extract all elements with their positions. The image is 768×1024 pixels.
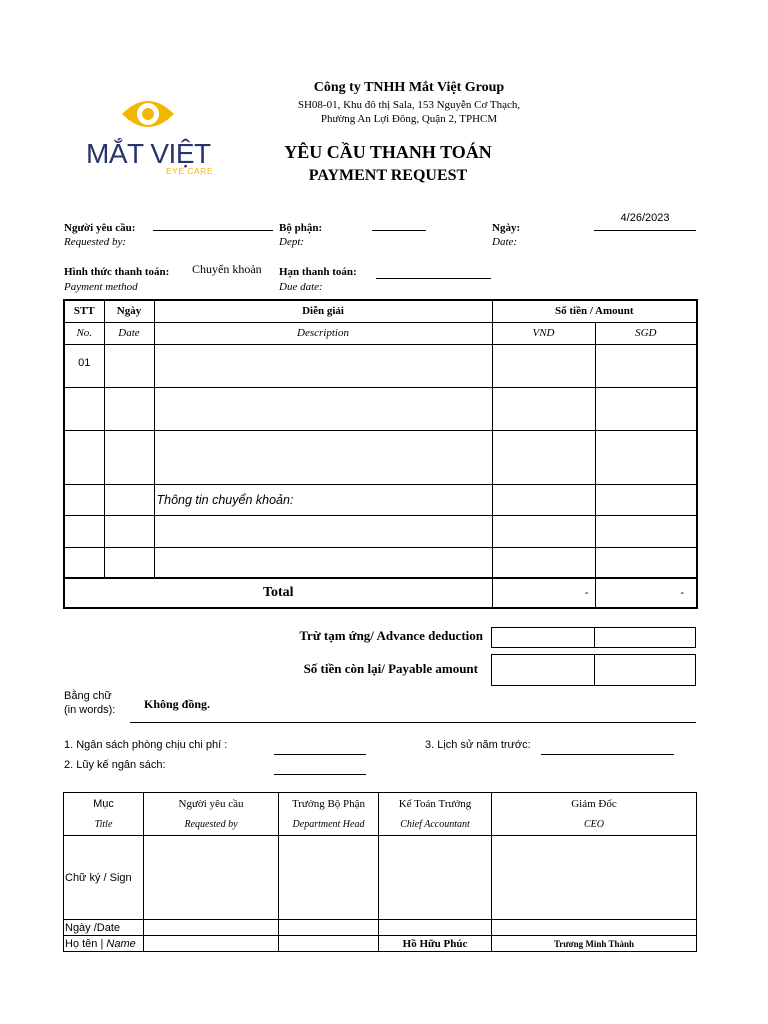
- payment-method-value: Chuyển khoản: [192, 262, 262, 276]
- col-desc-header: Diễn giải: [154, 300, 492, 322]
- row-vnd-cell[interactable]: [492, 515, 595, 547]
- col-stt-header: STT: [64, 300, 104, 322]
- table-row: [64, 344, 697, 387]
- title-en: PAYMENT REQUEST: [308, 167, 468, 184]
- sign-col-ceo-en: CEO: [492, 815, 697, 836]
- row-stt: [64, 430, 104, 484]
- budget-item-1: 1. Ngân sách phòng chịu chi phí :: [64, 739, 228, 751]
- name-row-label: Họ tên | Name: [64, 936, 144, 952]
- budget-item-2: 2. Lũy kế ngân sách:: [64, 759, 166, 771]
- payable-amount-label: Số tiền còn lại/ Payable amount: [303, 661, 478, 676]
- company-address-2: Phường An Lợi Đông, Quận 2, TPHCM: [320, 113, 498, 125]
- col-sgd-header: SGD: [595, 322, 697, 344]
- row-date-cell[interactable]: [104, 547, 154, 578]
- budget-field-3[interactable]: [541, 754, 674, 755]
- name-label-en: Name: [106, 937, 136, 950]
- chief-accountant-name: Hồ Hữu Phúc: [379, 936, 492, 952]
- date-row-label: Ngày /Date: [64, 920, 144, 936]
- col-date-header-en: Date: [104, 322, 154, 344]
- advance-deduction-label: Trừ tạm ứng/ Advance deduction: [299, 628, 483, 643]
- due-date-label: Hạn thanh toán:: [279, 266, 357, 278]
- row-vnd-cell[interactable]: [492, 387, 595, 430]
- sign-col-dept-head-en: Department Head: [279, 815, 379, 836]
- row-stt: [64, 547, 104, 578]
- budget-item-3: 3. Lịch sử năm trước:: [425, 739, 531, 751]
- logo-tagline: EYE CARE: [166, 166, 213, 176]
- date-box-requester[interactable]: [144, 920, 279, 936]
- col-stt-header-en: No.: [64, 322, 104, 344]
- row-vnd-cell[interactable]: [492, 547, 595, 578]
- col-amount-header: Số tiền / Amount: [492, 300, 697, 322]
- col-vnd-header: VND: [492, 322, 595, 344]
- name-box-dept-head[interactable]: [279, 936, 379, 952]
- budget-field-1[interactable]: [274, 754, 366, 755]
- date-box-ceo[interactable]: [492, 920, 697, 936]
- table-row: [64, 515, 697, 547]
- in-words-value: Không đồng.: [144, 697, 211, 711]
- payable-vnd-field[interactable]: [491, 654, 595, 686]
- row-date-cell[interactable]: [104, 515, 154, 547]
- sign-col-title: Mục: [64, 793, 144, 815]
- advance-vnd-field[interactable]: [491, 627, 595, 648]
- total-sgd: -: [595, 578, 697, 608]
- row-sgd-cell[interactable]: [595, 387, 697, 430]
- ceo-name: Trương Minh Thành: [492, 936, 697, 952]
- total-row: [64, 578, 697, 608]
- sign-col-ceo: Giám Đốc: [492, 793, 697, 815]
- date-field[interactable]: [594, 230, 696, 231]
- payment-table: [63, 299, 698, 609]
- requester-label: Người yêu cầu:: [64, 222, 136, 234]
- title-vi: YÊU CẦU THANH TOÁN: [284, 142, 492, 162]
- payment-method-label: Hình thức thanh toán:: [64, 266, 170, 278]
- in-words-label: Bằng chữ: [64, 690, 112, 702]
- sign-col-chief-accountant: Kế Toán Trưởng: [379, 793, 492, 815]
- col-date-header: Ngày: [104, 300, 154, 322]
- table-row: [64, 484, 697, 515]
- row-date-cell[interactable]: [104, 484, 154, 515]
- company-address-1: SH08-01, Khu đô thị Sala, 153 Nguyễn Cơ Thạch,: [297, 99, 521, 111]
- date-label: Ngày:: [492, 222, 521, 234]
- row-vnd-cell[interactable]: [492, 430, 595, 484]
- sign-box-requester[interactable]: [144, 836, 279, 920]
- dept-label: Bộ phận:: [279, 222, 323, 234]
- payment-method-label-en: Payment method: [64, 281, 138, 293]
- table-row: [64, 547, 697, 578]
- sign-box-chief-accountant[interactable]: [379, 836, 492, 920]
- budget-field-2[interactable]: [274, 774, 366, 775]
- requester-field[interactable]: [153, 230, 273, 231]
- due-date-field[interactable]: [376, 278, 491, 279]
- row-sgd-cell[interactable]: [595, 430, 697, 484]
- row-sgd-cell[interactable]: [595, 344, 697, 387]
- row-sgd-cell[interactable]: [595, 484, 697, 515]
- row-date-cell[interactable]: [104, 387, 154, 430]
- row-stt: [64, 387, 104, 430]
- row-stt: [64, 515, 104, 547]
- total-label: Total: [64, 578, 492, 608]
- advance-sgd-field[interactable]: [594, 627, 696, 648]
- sign-col-chief-accountant-en: Chief Accountant: [379, 815, 492, 836]
- bank-info-label: Thông tin chuyển khoản:: [154, 484, 492, 515]
- row-vnd-cell[interactable]: [492, 344, 595, 387]
- sign-col-title-en: Title: [64, 815, 144, 836]
- row-date-cell[interactable]: [104, 344, 154, 387]
- dept-field[interactable]: [372, 230, 426, 231]
- row-stt: [64, 484, 104, 515]
- dept-label-en: Dept:: [279, 236, 305, 248]
- row-desc-cell[interactable]: [154, 430, 492, 484]
- row-sgd-cell[interactable]: [595, 547, 697, 578]
- row-desc-cell[interactable]: [154, 515, 492, 547]
- date-value: 4/26/2023: [620, 212, 670, 224]
- date-label-en: Date:: [492, 236, 518, 248]
- sign-box-dept-head[interactable]: [279, 836, 379, 920]
- table-row: [64, 387, 697, 430]
- row-vnd-cell[interactable]: [492, 484, 595, 515]
- date-box-dept-head[interactable]: [279, 920, 379, 936]
- total-vnd: -: [492, 578, 595, 608]
- date-box-chief-accountant[interactable]: [379, 920, 492, 936]
- row-desc-cell[interactable]: [154, 344, 492, 387]
- row-desc-cell[interactable]: [154, 547, 492, 578]
- row-date-cell[interactable]: [104, 430, 154, 484]
- signature-table: [63, 792, 697, 952]
- in-words-line: [130, 722, 696, 723]
- name-label-vi: Họ tên: [65, 937, 98, 950]
- sign-col-requester: Người yêu cầu: [144, 793, 279, 815]
- sign-row-label: Chữ ký / Sign: [64, 836, 144, 920]
- sign-col-requester-en: Requested by: [144, 815, 279, 836]
- eye-logo-icon: [118, 94, 178, 144]
- payable-sgd-field[interactable]: [594, 654, 696, 686]
- table-row: [64, 430, 697, 484]
- company-name: Công ty TNHH Mắt Việt Group: [313, 80, 505, 95]
- company-logo: [74, 86, 230, 182]
- col-desc-header-en: Description: [154, 322, 492, 344]
- in-words-label-en: (in words):: [64, 704, 116, 716]
- requester-label-en: Requested by:: [64, 236, 126, 248]
- due-date-label-en: Due date:: [279, 281, 323, 293]
- sign-col-dept-head: Trưởng Bộ Phận: [279, 793, 379, 815]
- name-box-requester[interactable]: [144, 936, 279, 952]
- row-desc-cell[interactable]: [154, 387, 492, 430]
- logo-brand: MẮT VIỆT: [86, 138, 211, 169]
- row-sgd-cell[interactable]: [595, 515, 697, 547]
- row-stt: 01: [64, 344, 104, 387]
- sign-box-ceo[interactable]: [492, 836, 697, 920]
